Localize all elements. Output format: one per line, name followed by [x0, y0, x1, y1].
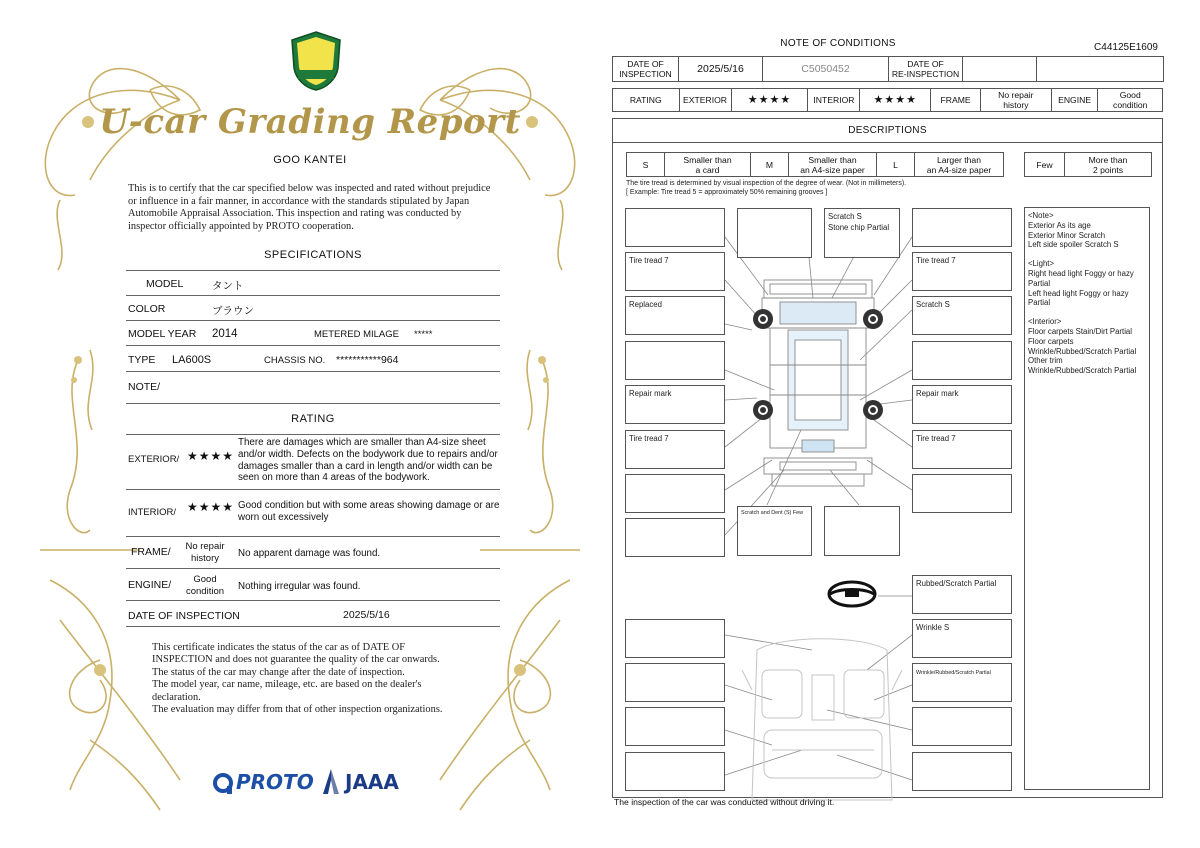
legend-few-desc: More than 2 points: [1065, 153, 1152, 177]
damage-box-wrinkle: Wrinkle S: [912, 619, 1012, 658]
note-item: Left side spoiler Scratch S: [1028, 240, 1119, 250]
specifications-heading: SPECIFICATIONS: [264, 249, 362, 261]
notes-heading: <Note>: [1028, 211, 1054, 220]
damage-box: [912, 341, 1012, 380]
interior-stars: ★★★★: [860, 89, 931, 112]
note-item: Floor carpets Wrinkle/Rubbed/Scratch Partial: [1028, 336, 1137, 356]
engine-value: [180, 574, 230, 597]
few-legend-table: [1024, 152, 1152, 177]
engine-label: ENGINE: [1051, 89, 1098, 112]
note-item: Right head light Foggy or hazy Partial: [1028, 268, 1134, 288]
frame-value-line: No repair: [185, 541, 225, 552]
damage-box: [625, 518, 725, 557]
note-item: Exterior As its age: [1028, 220, 1091, 230]
chassis-value: ***********964: [336, 354, 399, 366]
empty-cell: [1037, 57, 1164, 82]
engine-description: Nothing irregular was found.: [238, 581, 361, 592]
damage-box: [737, 208, 812, 258]
damage-box-left-rear-tire: Tire tread 7: [625, 430, 725, 469]
model-year-label: MODEL YEAR: [128, 328, 197, 340]
inspection-bottom-note: The inspection of the car was conducted without driving it.: [614, 797, 835, 807]
damage-box-right-scratch: Scratch S: [912, 296, 1012, 335]
interior-label: INTERIOR: [808, 89, 860, 112]
footnote-line: declaration.: [152, 691, 201, 703]
damage-text: Stone chip Partial: [828, 222, 890, 232]
certificate-footnote: [152, 642, 482, 716]
color-label: COLOR: [128, 303, 166, 315]
model-label: MODEL: [146, 278, 184, 290]
damage-box: [824, 506, 900, 556]
frame-value: [180, 541, 230, 564]
legend-l: L: [877, 153, 915, 177]
jaaa-logo-text: JAAA: [345, 770, 399, 794]
footnote-line: The model year, car name, mileage, etc. are based on the dealer's: [152, 679, 422, 691]
divider: [126, 568, 500, 569]
inspection-date-table: [612, 56, 1164, 82]
proto-logo-icon: [212, 771, 234, 795]
jaaa-logo-icon: [320, 768, 342, 796]
size-legend-table: [626, 152, 1004, 177]
milage-value: *****: [414, 329, 433, 340]
condition-notes: [1024, 207, 1150, 790]
exterior-stars: ★★★★: [187, 449, 235, 463]
legend-l-desc: Larger than an A4-size paper: [915, 153, 1004, 177]
divider: [126, 320, 500, 321]
damage-box: [912, 208, 1012, 247]
legend-s: S: [627, 153, 665, 177]
note-item: Other trim Wrinkle/Rubbed/Scratch Partial: [1028, 356, 1137, 376]
chassis-label: CHASSIS NO.: [264, 355, 326, 366]
damage-box-right-repair: Repair mark: [912, 385, 1012, 424]
damage-box-interior-trim: Wrinkle/Rubbed/Scratch Partial: [912, 663, 1012, 702]
footnote-line: INSPECTION and does not guarantee the quality of the car onwards.: [152, 654, 440, 666]
damage-box-right-rear-tire: Tire tread 7: [912, 430, 1012, 469]
color-value: ブラウン: [212, 305, 254, 317]
divider: [126, 403, 500, 404]
frame-label: FRAME/: [131, 546, 171, 558]
reinspection-date-label: DATE OF RE-INSPECTION: [889, 57, 963, 82]
exterior-label: EXTERIOR/: [128, 454, 180, 465]
damage-text: Scratch S: [828, 212, 862, 221]
damage-box: [625, 752, 725, 791]
rating-table: [612, 88, 1163, 112]
milage-label: METERED MILAGE: [314, 329, 399, 340]
footnote-line: This certificate indicates the status of the car as of DATE OF: [152, 642, 406, 653]
note-item: Left head light Foggy or hazy Partial: [1028, 288, 1129, 308]
frame-value: No repair history: [981, 89, 1052, 112]
damage-box-steering: Rubbed/Scratch Partial: [912, 575, 1012, 614]
grading-certificate: [30, 20, 590, 820]
engine-value-line: Good: [193, 574, 217, 585]
damage-box: [625, 474, 725, 513]
damage-box: [625, 341, 725, 380]
note-item: Floor carpets Stain/Dirt Partial: [1028, 326, 1132, 336]
partner-logos: [210, 768, 420, 798]
rating-label: RATING: [613, 89, 680, 112]
divider: [126, 270, 500, 271]
divider: [126, 295, 500, 296]
damage-box: [912, 707, 1012, 746]
frame-value-line: history: [191, 552, 219, 564]
footnote-line: The evaluation may differ from that of other inspection organizations.: [152, 704, 443, 716]
damage-box: [625, 208, 725, 247]
report-title: U-car Grading Report: [99, 102, 521, 142]
damage-box-left-front-tire: Tire tread 7: [625, 252, 725, 291]
frame-label: FRAME: [931, 89, 981, 112]
footnote-line: The status of the car may change after the date of inspection.: [152, 666, 405, 678]
rating-heading: RATING: [291, 413, 335, 425]
inspection-date-value: 2025/5/16: [679, 57, 763, 82]
tire-tread-note: [626, 179, 906, 197]
note-item: Exterior Minor Scratch: [1028, 230, 1106, 240]
sheet-title: NOTE OF CONDITIONS: [780, 38, 896, 49]
damage-box: [912, 752, 1012, 791]
proto-logo-text: PROTO: [236, 770, 314, 794]
exterior-description: There are damages which are smaller than A4-size sheet and/or width. Defects on the bodywork due to repairs and/or damages smaller than a card in length and/or width can be seen on more than 4 areas of the bodywork.: [238, 437, 498, 484]
legend-s-desc: Smaller than a card: [665, 153, 751, 177]
notes-heading: <Interior>: [1028, 317, 1062, 327]
divider: [126, 536, 500, 537]
damage-box-right-front-tire: Tire tread 7: [912, 252, 1012, 291]
legend-m-desc: Smaller than an A4-size paper: [789, 153, 877, 177]
report-subtitle: GOO KANTEI: [273, 154, 347, 166]
divider: [126, 345, 500, 346]
damage-box-left-repair: Repair mark: [625, 385, 725, 424]
divider: [126, 371, 500, 372]
sheet-code: C44125E1609: [1094, 42, 1158, 53]
model-value: タント: [212, 280, 244, 292]
inspection-date-label: DATE OF INSPECTION: [613, 57, 679, 82]
damage-box: [625, 619, 725, 658]
inspection-date-value: 2025/5/16: [343, 609, 390, 621]
damage-box: [625, 707, 725, 746]
descriptions-heading: DESCRIPTIONS: [613, 119, 1162, 143]
legend-m: M: [751, 153, 789, 177]
model-year-value: 2014: [212, 328, 238, 340]
inspection-number: C5050452: [763, 57, 889, 82]
damage-box: [625, 663, 725, 702]
engine-value-line: condition: [185, 585, 225, 597]
damage-box-top-center: [824, 208, 900, 258]
certify-text: This is to certify that the car specified below was inspected and rated without prejudice or influence in a fair manner, in accordance with the standards stipulated by Japan Automobile Appraisal Association. This inspection and rating was conducted by inspector officially appointed by PROTO cooperation.: [128, 183, 491, 232]
goo-kantei-shield-badge-icon: [288, 30, 344, 92]
interior-stars: ★★★★: [187, 500, 235, 514]
reinspection-date-value: [963, 57, 1037, 82]
legend-few: Few: [1025, 153, 1065, 177]
type-label: TYPE: [128, 354, 156, 366]
note-label: NOTE/: [128, 381, 161, 393]
interior-label: INTERIOR/: [128, 507, 177, 518]
tire-note-line: [ Example: Tire tread 5 = approximately 50% remaining grooves ]: [626, 189, 828, 196]
divider: [126, 626, 500, 627]
note-of-conditions-sheet: [612, 30, 1164, 820]
exterior-stars: ★★★★: [731, 89, 808, 112]
type-value: LA600S: [172, 354, 212, 366]
divider: [126, 434, 500, 435]
exterior-label: EXTERIOR: [679, 89, 731, 112]
engine-label: ENGINE/: [128, 579, 172, 591]
damage-box-left-replaced: Replaced: [625, 296, 725, 335]
divider: [126, 489, 500, 490]
frame-description: No apparent damage was found.: [238, 548, 381, 559]
damage-box: [912, 474, 1012, 513]
damage-box-bottom-scratch-dent: Scratch and Dent (S) Few: [737, 506, 812, 556]
tire-note-line: The tire tread is determined by visual inspection of the degree of wear. (Not in millimeters).: [626, 180, 907, 187]
engine-value: Good condition: [1098, 89, 1163, 112]
inspection-date-label: DATE OF INSPECTION: [128, 610, 240, 622]
divider: [126, 600, 500, 601]
interior-description: Good condition but with some areas showing damage or are worn out excessively: [238, 500, 500, 523]
notes-heading: <Light>: [1028, 259, 1055, 269]
